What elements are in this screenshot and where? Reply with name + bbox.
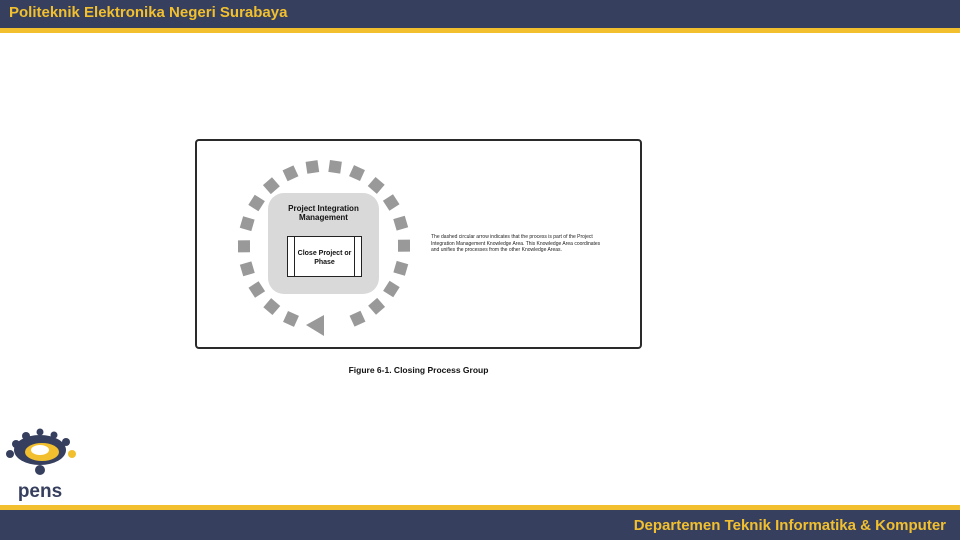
figure-caption: Figure 6-1. Closing Process Group — [348, 365, 489, 375]
ring-dash — [383, 194, 400, 211]
ring-dash — [398, 240, 410, 252]
ring-dash — [368, 298, 385, 315]
ring-dash — [306, 160, 320, 174]
arrowhead-icon — [306, 315, 324, 336]
ring-dash — [283, 311, 299, 327]
process-label: Close Project or Phase — [297, 250, 352, 266]
ring-dash — [350, 311, 366, 327]
header-bar — [0, 0, 960, 33]
ring-dash — [393, 261, 408, 276]
logo-emblem-icon — [6, 429, 76, 476]
knowledge-area-title: Project Integration Management — [288, 204, 359, 222]
ring-dash — [283, 165, 299, 181]
figure-note: The dashed circular arrow indicates that the process is part of the Project Integration Management Knowledge Area. This Knowledge Area coordinates and unifies the processes from the other Knowledge Areas. — [431, 234, 601, 253]
ring-dash — [328, 160, 342, 174]
ring-dash — [240, 261, 255, 276]
ring-dash — [263, 177, 280, 194]
pens-logo — [0, 428, 80, 503]
department-title: Departemen Teknik Informatika & Komputer — [633, 517, 946, 534]
ring-dash — [349, 165, 365, 181]
institution-title: Politeknik Elektronika Negeri Surabaya — [9, 4, 288, 21]
footer-bar — [0, 505, 960, 540]
ring-dash — [368, 177, 385, 194]
ring-dash — [263, 298, 280, 315]
process-box — [287, 236, 362, 277]
ring-dash — [393, 216, 408, 231]
ring-dash — [240, 216, 255, 231]
ring-dash — [248, 195, 265, 212]
ring-dash — [238, 240, 250, 252]
logo-wordmark: pens — [17, 481, 63, 502]
ring-dash — [249, 281, 266, 298]
ring-dash — [383, 281, 400, 298]
